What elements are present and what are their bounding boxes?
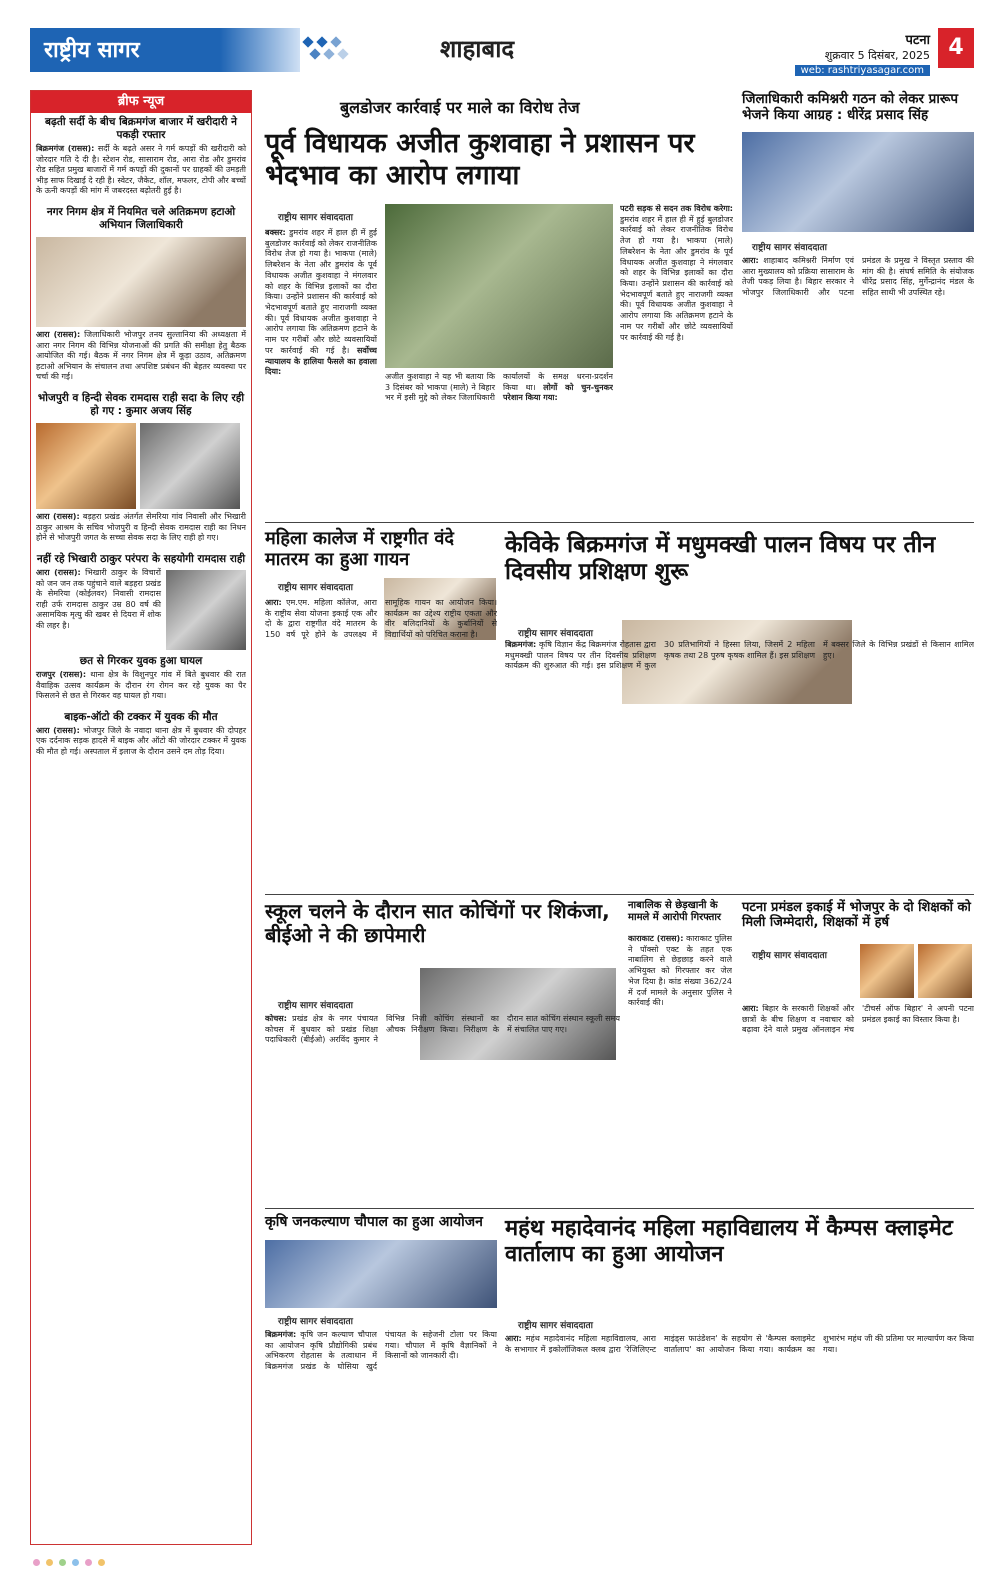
- page-number: 4: [938, 28, 974, 68]
- brief-item: [31, 652, 251, 702]
- coaching-headline: स्कूल चलने के दौरान सात कोचिंगों पर शिकंजा, बीईओ ने की छापेमारी: [265, 899, 610, 947]
- brief-text: सर्दी के बढ़ते असर ने गर्म कपड़ों की खरीदारी को जोरदार गति दे दी है। स्टेशन रोड, सासाराम रोड, आरा रोड और डुमरांव रोड सहित प्रमुख बाजारों में गर्म कपड़ों की दुकानों पर ग्राहकों की उमड़ती भीड़ साफ दिखाई दे रही है। स्वेटर, जैकेट, शॉल, मफलर, टोपी और बच्चों के ऊनी कपड़ों की मांग में जबरदस्त बढ़ोतरी हुई है।: [36, 144, 247, 196]
- brief-text: भोजपुर जिले के नवादा थाना क्षेत्र में बुधवार की दोपहर एक दर्दनाक सड़क हादसे में बाइक और ऑटो की जोरदार टक्कर में युवक की मौत हो गई। अस्पताल में इलाज के दौरान उसने दम तोड़ दिया।: [36, 725, 246, 756]
- portrait-photo: [140, 423, 240, 509]
- lead-body-cols: अजीत कुशवाहा ने यह भी बताया कि 3 दिसंबर को भाकपा (माले) ने बिहार भर में इसी मुद्दे को लेकर जिलाधिकारी कार्यालयों के समक्ष धरना-प्रदर्शन किया था। लोगों को चुन-चुनकर परेशान किया गया:: [385, 372, 613, 403]
- brief-item: [31, 708, 251, 758]
- dateline: बक्सर:: [265, 228, 286, 237]
- dateline: आरा (रासस):: [36, 330, 81, 340]
- edition-city: पटना: [905, 33, 930, 48]
- patna-body: आरा: बिहार के सरकारी शिक्षकों और छात्रों के बीच शिक्षण व नवाचार को बढ़ावा देने वाले प्रमुख ऑनलाइन मंच 'टीचर्स ऑफ बिहार' ने अपनी पटना प्रमंडल इकाई का विस्तार किया है।: [742, 1004, 974, 1035]
- portrait-photo: [918, 944, 972, 998]
- brand-logo: राष्ट्रीय सागर: [30, 28, 220, 72]
- brief-news-label: ब्रीफ न्यूज: [31, 91, 251, 113]
- diamond-pattern-icon: [300, 34, 360, 64]
- brief-headline: नहीं रहे भिखारी ठाकुर परंपरा के सहयोगी रामदास राही: [36, 552, 246, 565]
- brief-text: थाना क्षेत्र के विशुनपुर गांव में बिते बुधवार की रात वैवाहिक उत्सव कार्यक्रम के दौरान रंग रोगन कर रहे युवक का पैर फिसलने से छत से गिरकर वह घायल हो गया।: [36, 670, 246, 701]
- divider: [265, 1208, 974, 1209]
- college-byline: राष्ट्रीय सागर संवाददाता: [278, 583, 354, 593]
- masthead: [30, 28, 974, 76]
- patna-headline: पटना प्रमंडल इकाई में भोजपुर के दो शिक्षकों को मिली जिम्मेदारी, शिक्षकों में हर्ष: [742, 900, 971, 931]
- chaupal-photo: [265, 1240, 497, 1308]
- dateline: आरा (रासस):: [36, 567, 81, 577]
- section-title: शाहाबाद: [440, 34, 515, 63]
- brief-text: बड़हरा प्रखंड अंतर्गत सेमरिया गांव निवासी और भिखारी ठाकुर आश्रम के सचिव भोजपुरी व हिन्दी सेवक रामदास राही का निधन होने से भोजपुरी जगत के सच्चा सेवक सदा के लिए राही हो गए।: [36, 512, 246, 543]
- portrait-photo: [860, 944, 914, 998]
- patna-byline: राष्ट्रीय सागर संवाददाता: [752, 951, 828, 961]
- right-top-photo: [742, 132, 974, 232]
- kvk-byline: राष्ट्रीय सागर संवाददाता: [518, 629, 594, 639]
- edition-date: शुक्रवार 5 दिसंबर, 2025: [824, 49, 930, 62]
- brief-headline: नगर निगम क्षेत्र में नियमित चले अतिक्रमण हटाओ अभियान जिलाधिकारी: [46, 205, 236, 232]
- brief-item: [31, 203, 251, 383]
- footer-dots: [30, 1553, 974, 1565]
- lead-headline: पूर्व विधायक अजीत कुशवाहा ने प्रशासन पर भेदभाव का आरोप लगाया: [265, 128, 695, 191]
- divider: [265, 522, 974, 523]
- date-block: [795, 30, 930, 76]
- lead-body-right: पटरी सड़क से सदन तक विरोध करेगा: डुमरांव शहर में हाल ही में हुई बुलडोजर कार्रवाई को लेकर राजनीतिक विरोध तेज हो गया है। भाकपा (माले) लिबरेशन के नेता और डुमरांव के पूर्व विधायक अजीत कुशवाहा ने मंगलवार को शहर के विभिन्न इलाकों का दौरा किया। उन्होंने प्रशासन की कार्रवाई को भेदभावपूर्ण बताते हुए नाराजगी व्यक्त की। पूर्व विधायक अजीत कुशवाहा ने आरोप लगाया कि अतिक्रमण हटाने के नाम पर गरीबों और छोटे व्यवसायियों पर कार्रवाई की गई है।: [620, 204, 733, 342]
- lead-kicker: बुलडोजर कार्रवाई पर माले का विरोध तेज: [340, 98, 580, 117]
- dateline: बिक्रमगंज:: [505, 640, 537, 649]
- brief-headline: भोजपुरी व हिन्दी सेवक रामदास राही सदा के लिए रही हो गए : कुमार अजय सिंह: [37, 391, 245, 418]
- brief-text: जिलाधिकारी भोजपुर तनय सुल्तानिया की अध्यक्षता में आरा नगर निगम की विभिन्न योजनाओं की प्रगति की समीक्षा हेतु बैठक आयोजित की गई। बैठक में नगर निगम क्षेत्र में कूड़ा उठाव, अतिक्रमण हटाओ अभियान के संचालन तथा अपशिष्ट प्रबंधन की बेहतर व्यवस्था पर चर्चा की गई।: [36, 330, 246, 382]
- lead-subhead: लोगों को चुन-चुनकर परेशान किया गया:: [503, 382, 613, 403]
- dateline: आरा:: [265, 598, 282, 607]
- lead-photo: [385, 204, 613, 368]
- right-top-body: आरा: शाहाबाद कमिश्नरी निर्माण एवं आरा मुख्यालय को प्रक्रिया सासाराम के तेजी पकड़ लिया है। बिहार सरकार ने भोजपुर जिलाधिकारी और पटना प्रमंडल के प्रमुख ने विस्तृत प्रस्ताव की मांग की है। संघर्ष समिति के संयोजक धीरेंद्र प्रसाद सिंह, मुर्गेन्द्रानंद मंडल के सहित साथी भी उपस्थित रहे।: [742, 256, 974, 298]
- chaupal-body: बिक्रमगंज: कृषि जन कल्याण चौपाल का आयोजन कृषि प्रौद्योगिकी प्रबंध अभिकरण रोहतास के तत्वाधान में बिक्रमगंज प्रखंड के घोसिया खुर्द पंचायत के सहेजनी टोला पर किया गया। चौपाल में कृषि वैज्ञानिकों ने किसानों को जानकारी दी।: [265, 1330, 497, 1372]
- chaupal-headline: कृषि जनकल्याण चौपाल का हुआ आयोजन: [265, 1214, 483, 1230]
- dateline: काराकाट (रासस):: [628, 934, 684, 943]
- mahant-headline: महंथ महादेवानंद महिला महाविद्यालय में कैम्पस क्लाइमेट वार्तालाप का हुआ आयोजन: [505, 1216, 953, 1267]
- brief-item: [31, 389, 251, 544]
- lead-subhead: सर्वोच्च न्यायालय के हालिया फैसले का हवाला दिया:: [265, 345, 377, 377]
- right-top-byline: राष्ट्रीय सागर संवाददाता: [752, 243, 828, 253]
- coaching-byline: राष्ट्रीय सागर संवाददाता: [278, 1001, 354, 1011]
- coaching-body: कोचस: प्रखंड क्षेत्र के नगर पंचायत कोचस में बुधवार को प्रखंड शिक्षा पदाधिकारी (बीईओ) अरविंद कुमार ने विभिन्न निजी कोचिंग संस्थानों का औचक निरीक्षण किया। निरीक्षण के दौरान सात कोचिंग संस्थान स्कूली समय में संचालित पाए गए।: [265, 1014, 620, 1045]
- brief-news-column: [30, 90, 252, 1545]
- dateline: आरा:: [505, 1334, 522, 1343]
- mahant-body: आरा: महंथ महादेवानंद महिला महाविद्यालय, आरा के सभागार में इकोलॉजिकल क्लब द्वारा 'रेजिलिएन्ट माइंड्स फाउंडेशन' के सहयोग से 'कैम्पस क्लाइमेट वार्तालाप' का आयोजन किया गया। कार्यक्रम का शुभारंभ महंथ जी की प्रतिमा पर माल्यार्पण कर किया गया।: [505, 1334, 974, 1354]
- dateline: बिक्रमगंज (रासस):: [36, 144, 95, 154]
- kvk-headline: केविके बिक्रमगंज में मधुमक्खी पालन विषय पर तीन दिवसीय प्रशिक्षण शुरू: [505, 532, 936, 586]
- brand-band: [220, 28, 300, 72]
- brief-headline: बाइक-ऑटो की टक्कर में युवक की मौत: [64, 710, 218, 723]
- brief-headline: बढ़ती सर्दी के बीच बिक्रमगंज बाजार में खरीदारी ने पकड़ी रफ्तार: [45, 116, 237, 142]
- portrait-photo: [36, 423, 136, 509]
- divider: [265, 894, 974, 895]
- dateline: बिक्रमगंज:: [265, 1330, 297, 1339]
- college-headline: महिला कालेज में राष्ट्रगीत वंदे मातरम का हुआ गायन: [265, 528, 454, 571]
- lead-body: बक्सर: डुमरांव शहर में हाल ही में हुई बुलडोजर कार्रवाई को लेकर राजनीतिक विरोध तेज हो गया है। भाकपा (माले) लिबरेशन के नेता और डुमरांव के पूर्व विधायक अजीत कुशवाहा ने मंगलवार को शहर के विभिन्न इलाकों का दौरा किया। उन्होंने प्रशासन की कार्रवाई को भेदभावपूर्ण बताते हुए नाराजगी व्यक्त की। पूर्व विधायक अजीत कुशवाहा ने आरोप लगाया कि अतिक्रमण हटाने के नाम पर गरीबों और छोटे व्यवसायियों पर कार्रवाई की गई है। सर्वोच्च न्यायालय के हालिया फैसले का हवाला दिया:: [265, 228, 377, 377]
- minor-headline: नाबालिक से छेड़खानी के मामले में आरोपी गिरफ्तार: [628, 900, 722, 923]
- college-body: आरा: एम.एम. महिला कॉलेज, आरा के राष्ट्रीय सेवा योजना इकाई एक और दो के द्वारा राष्ट्रगीत वंदे मातरम के 150 वर्ष पूरे होने के उपलक्ष्य में सामूहिक गायन का आयोजन किया। कार्यक्रम का उद्देश्य राष्ट्रीय एकता और वीर बलिदानियों के कुर्बानियों से विद्यार्थियों को परिचित कराना है।: [265, 598, 497, 640]
- dateline: आरा (रासस):: [36, 725, 80, 735]
- dateline: आरा:: [742, 256, 759, 265]
- dateline: आरा (रासस):: [36, 512, 80, 522]
- meeting-photo: [36, 237, 246, 327]
- dateline: राजपुर (रासस):: [36, 670, 87, 680]
- mahant-byline: राष्ट्रीय सागर संवाददाता: [518, 1321, 594, 1331]
- dateline: कोचस:: [265, 1014, 287, 1023]
- dateline: आरा:: [742, 1004, 759, 1013]
- right-top-headline: जिलाधिकारी कमिश्नरी गठन को लेकर प्रारूप भेजने किया आग्रह : धीरेंद्र प्रसाद सिंह: [742, 91, 959, 123]
- website-link[interactable]: web: rashtriyasagar.com: [795, 65, 930, 76]
- brief-headline: छत से गिरकर युवक हुआ घायल: [79, 654, 203, 667]
- lead-subhead: पटरी सड़क से सदन तक विरोध करेगा:: [620, 204, 733, 213]
- brief-item: [31, 113, 251, 197]
- brief-text: भिखारी ठाकुर के विचारों को जन जन तक पहुंचाने वाले बड़हरा प्रखंड के सेमरिया (कोईलवर) निवासी रामदास राही उर्फ रामदास ठाकुर उम्र 80 वर्ष की असामयिक मृत्यु की खबर से दियरा में शोक की लहर है।: [36, 567, 161, 630]
- portrait-photo: [166, 570, 246, 650]
- chaupal-byline: राष्ट्रीय सागर संवाददाता: [278, 1317, 354, 1327]
- minor-body: काराकाट (रासस): काराकाट पुलिस ने पॉक्सो एक्ट के तहत एक नाबालिग से छेड़छाड़ करने वाले अभियुक्त को गिरफ्तार कर जेल भेज दिया है। कांड संख्या 362/24 में दर्ज मामले के अनुसार पुलिस ने कार्रवाई की।: [628, 934, 732, 1008]
- kvk-body: बिक्रमगंज: कृषि विज्ञान केंद्र बिक्रमगंज रोहतास द्वारा मधुमक्खी पालन विषय पर तीन दिवसीय प्रशिक्षण कार्यक्रम की शुरुआत की गई। इस प्रशिक्षण में कुल 30 प्रतिभागियों ने हिस्सा लिया, जिसमें 2 महिला कृषक तथा 28 पुरुष कृषक शामिल हैं। इस प्रशिक्षण में बक्सर जिले के विभिन्न प्रखंडों से किसान शामिल हुए।: [505, 640, 974, 671]
- lead-byline: राष्ट्रीय सागर संवाददाता: [278, 213, 354, 223]
- brief-item: [31, 550, 251, 631]
